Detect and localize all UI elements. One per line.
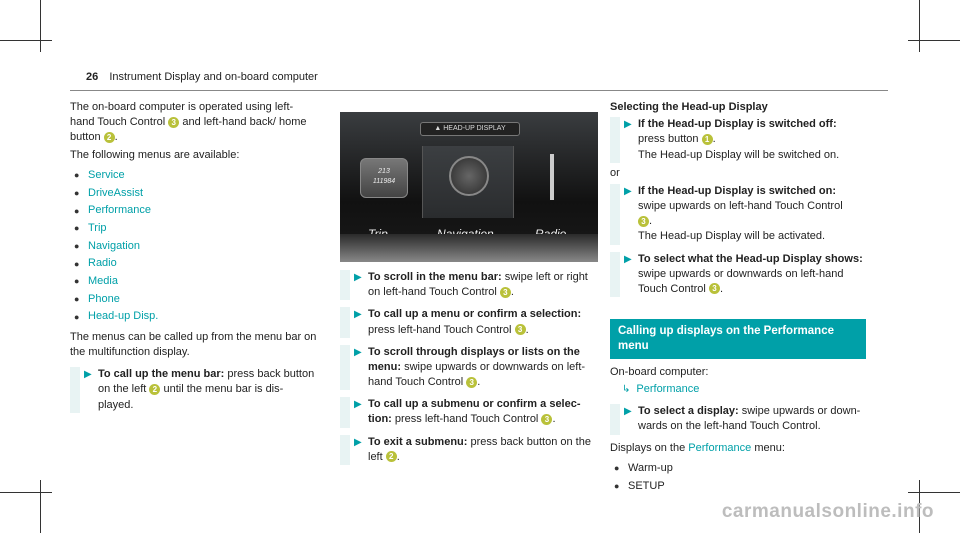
compass-icon xyxy=(449,156,489,196)
watermark: carmanualsonline.info xyxy=(721,500,934,522)
bullet-icon: ● xyxy=(74,170,80,181)
list-item[interactable]: ● Radio xyxy=(70,255,320,273)
arrow-right-icon: ▶ xyxy=(84,369,92,381)
screenshot-bottom xyxy=(340,234,598,262)
step-bar xyxy=(340,307,350,337)
page-header-title: Instrument Display and on-board computer xyxy=(109,71,318,83)
intro-paragraph: The on-board computer is operated using left- hand Touch Control 3 and left-hand back/ home button 2 . xyxy=(70,101,307,144)
instruction-step: ▶ If the Head-up Display is switched on: swipe upwards on left-hand Touch Control 3 . The Head-up Display will be activated. xyxy=(610,184,866,245)
menu-list xyxy=(70,167,320,326)
page-number: 26 xyxy=(86,71,99,83)
following-text: The following menus are available: xyxy=(70,148,240,161)
instruction-step: ▶ To call up a menu or confirm a selection: press left-hand Touch Control 3 . xyxy=(340,307,598,337)
bullet-icon: ● xyxy=(74,205,80,216)
header-rule xyxy=(70,90,888,91)
instruction-step: ▶ To scroll through displays or lists on the menu: swipe upwards or downwards on left-hand Touch Control 3 . xyxy=(340,345,598,391)
list-item[interactable]: ● DriveAssist xyxy=(70,184,320,202)
displays-text: Displays on the Performance menu: xyxy=(610,441,785,454)
step-bar xyxy=(70,367,80,413)
list-item[interactable]: ● Trip xyxy=(70,220,320,238)
return-arrow-icon: ↳ xyxy=(622,383,631,395)
bullet-icon: ● xyxy=(74,223,80,234)
onboard-label: On-board computer: xyxy=(610,365,709,378)
bullet-icon: ● xyxy=(74,258,80,269)
head-up-display-label: ▲ HEAD-UP DISPLAY xyxy=(420,122,520,136)
callout-number: 3 xyxy=(515,324,526,335)
arrow-right-icon: ▶ xyxy=(354,436,362,448)
callout-number: 3 xyxy=(709,283,720,294)
list-item[interactable]: ● Media xyxy=(70,273,320,291)
callout-number: 2 xyxy=(104,132,115,143)
list-item: ● SETUP xyxy=(610,477,866,495)
arrow-right-icon: ▶ xyxy=(624,406,632,418)
callout-number: 3 xyxy=(638,216,649,227)
crop-mark xyxy=(0,40,52,41)
step-bar xyxy=(610,184,620,245)
instruction-step: ▶ If the Head-up Display is switched off: press button 1 . The Head-up Display will be switched on. xyxy=(610,117,866,163)
instruction-step: ▶ To select what the Head-up Display shows: swipe upwards or downwards on left-hand Touch Control 3 . xyxy=(610,252,866,298)
instruction-step: ▶ To select a display: swipe upwards or down-wards on the left-hand Touch Control. xyxy=(610,404,866,434)
crop-mark xyxy=(919,0,920,52)
section-title: Selecting the Head-up Display xyxy=(610,101,768,113)
list-item[interactable]: ● Phone xyxy=(70,291,320,309)
arrow-right-icon: ▶ xyxy=(624,185,632,197)
column-middle xyxy=(340,112,598,465)
crop-mark xyxy=(908,492,960,493)
bullet-icon: ● xyxy=(74,294,80,305)
menu-path xyxy=(622,382,866,397)
radio-tower-icon xyxy=(550,154,554,200)
instruction-step: ▶ To call up a submenu or confirm a selec- tion: press left-hand Touch Control 3 . xyxy=(340,397,598,427)
trip-tile xyxy=(350,146,422,218)
bullet-icon: ● xyxy=(74,241,80,252)
bullet-icon: ● xyxy=(614,481,620,492)
bullet-icon: ● xyxy=(74,188,80,199)
instruction-step: ▶ To exit a submenu: press back button on the left 2 . xyxy=(340,435,598,465)
performance-link[interactable]: Performance xyxy=(636,383,700,396)
callout-number: 3 xyxy=(541,414,552,425)
callout-number: 1 xyxy=(702,134,713,145)
arrow-right-icon: ▶ xyxy=(354,309,362,321)
instruction-step: ▶ To call up the menu bar: press back button on the left 2 until the menu bar is dis- played. xyxy=(70,367,320,413)
bullet-icon: ● xyxy=(614,463,620,474)
list-item[interactable]: ● Head-up Disp. xyxy=(70,308,320,326)
list-item: ● Warm-up xyxy=(610,460,866,478)
callout-number: 3 xyxy=(168,117,179,128)
instruction-step: ▶ To scroll in the menu bar: swipe left or right on left-hand Touch Control 3 . xyxy=(340,270,598,300)
arrow-right-icon: ▶ xyxy=(354,272,362,283)
callout-number: 2 xyxy=(149,384,160,395)
step-bar xyxy=(340,345,350,391)
bullet-icon: ● xyxy=(74,276,80,287)
list-item[interactable]: ● Navigation xyxy=(70,237,320,255)
crop-mark xyxy=(40,480,41,533)
list-item[interactable]: ● Performance xyxy=(70,202,320,220)
crop-mark xyxy=(0,492,52,493)
arrow-right-icon: ▶ xyxy=(624,119,632,131)
step-bar xyxy=(610,117,620,163)
column-right xyxy=(610,100,866,499)
arrow-right-icon: ▶ xyxy=(354,346,362,358)
display-list xyxy=(610,460,866,495)
section-heading: Calling up displays on the Performance menu xyxy=(610,319,866,359)
radio-tile xyxy=(516,146,592,218)
step-bar xyxy=(610,252,620,298)
page-header xyxy=(86,70,318,85)
crop-mark xyxy=(908,40,960,41)
step-list xyxy=(340,270,598,465)
callout-number: 3 xyxy=(466,377,477,388)
step-bar xyxy=(340,435,350,465)
arrow-right-icon: ▶ xyxy=(354,399,362,411)
crop-mark xyxy=(40,0,41,52)
step-bar xyxy=(340,270,350,300)
callout-number: 2 xyxy=(386,451,397,462)
navigation-tile xyxy=(422,146,514,218)
head-up-display-screenshot xyxy=(340,112,598,262)
trip-display: 213 111984 xyxy=(360,158,408,198)
or-text: or xyxy=(610,166,620,179)
menus-note: The menus can be called up from the menu bar on the multifunction display. xyxy=(70,330,317,359)
arrow-right-icon: ▶ xyxy=(624,253,632,265)
callout-number: 3 xyxy=(500,287,511,298)
list-item[interactable]: ● Service xyxy=(70,167,320,185)
step-bar xyxy=(610,404,620,434)
bullet-icon: ● xyxy=(74,311,80,322)
step-bar xyxy=(340,397,350,427)
column-left xyxy=(70,100,320,413)
